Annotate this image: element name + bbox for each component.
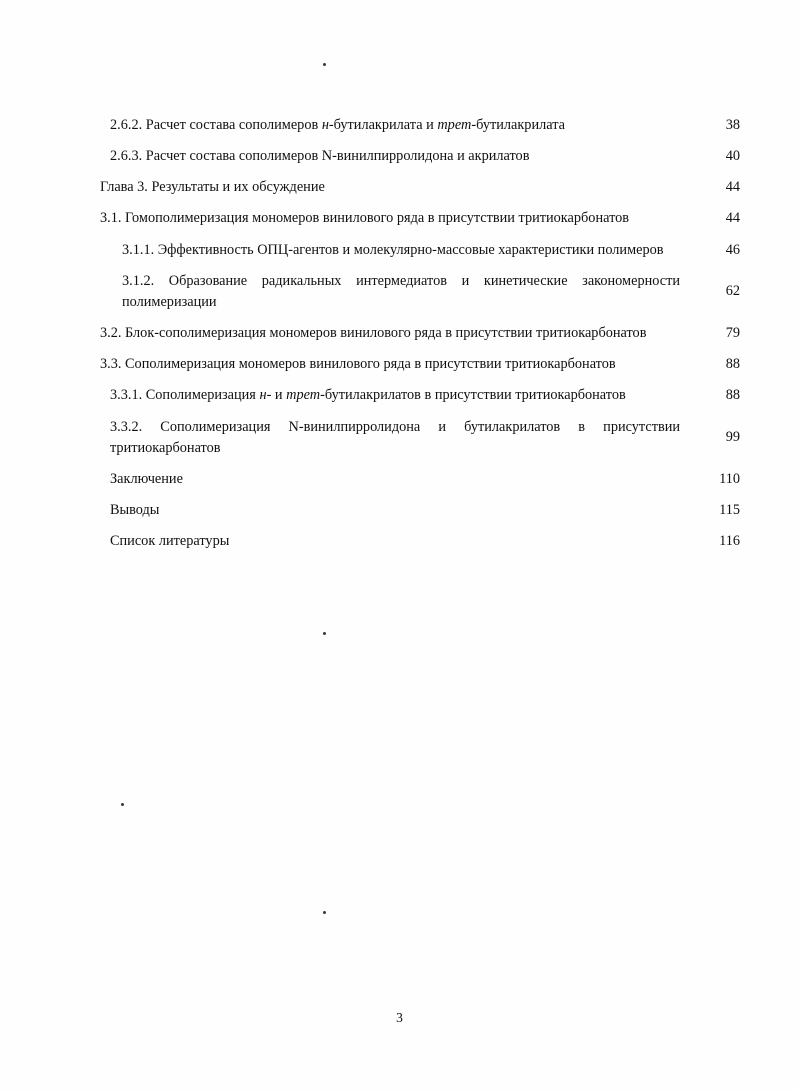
scan-artifact-dot-top — [323, 63, 326, 66]
toc-entry-page: 44 — [725, 179, 740, 196]
toc-entry-title: Заключение — [110, 470, 183, 487]
toc-entry-title: Список литературы — [110, 533, 230, 550]
toc-entry[interactable] — [100, 115, 740, 136]
toc-entry-page: 38 — [725, 117, 740, 133]
table-of-contents — [100, 115, 740, 562]
toc-entry-page: 88 — [725, 356, 740, 373]
toc-entry[interactable] — [100, 177, 740, 198]
toc-entry-page: 88 — [725, 387, 740, 404]
toc-entry[interactable] — [100, 354, 740, 375]
toc-entry-page: 44 — [725, 210, 740, 227]
toc-entry-page: 46 — [725, 241, 740, 258]
toc-entry-page: 110 — [719, 470, 740, 487]
scan-artifact-dot-bottom — [323, 911, 326, 914]
scan-artifact-dot-lower — [121, 803, 124, 806]
toc-entry[interactable] — [100, 385, 740, 406]
toc-entry-title: 3.3.2. Сополимеризация N-винилпирролидона и бутилакрилатов в присутствии тритиокарбонатов — [110, 418, 680, 456]
toc-entry-page: 115 — [719, 502, 740, 519]
toc-entry-page: 79 — [725, 325, 740, 342]
toc-entry-title: 3.3. Сополимеризация мономеров винилового ряда в присутствии тритиокарбонатов — [100, 356, 616, 373]
toc-entry-title: Выводы — [110, 502, 160, 519]
toc-entry[interactable] — [100, 271, 740, 313]
toc-entry-title: 2.6.3. Расчет состава сополимеров N-винилпирролидона и акрилатов — [110, 148, 530, 165]
scan-artifact-dot-middle — [323, 632, 326, 635]
page-number: 3 — [396, 1010, 403, 1025]
toc-entry[interactable] — [100, 417, 740, 459]
toc-entry[interactable] — [100, 469, 740, 490]
toc-entry-page: 62 — [725, 283, 740, 300]
toc-entry-title: 3.3.1. Сополимеризация н- и трет-бутилакрилатов в присутствии тритиокарбонатов — [110, 387, 626, 404]
toc-entry-title: 2.6.2. Расчет состава сополимеров н-бутилакрилата и трет-бутилакрилата — [110, 117, 565, 133]
toc-entry[interactable] — [100, 240, 740, 261]
toc-entry-page: 116 — [719, 533, 740, 550]
toc-entry[interactable] — [100, 531, 740, 552]
toc-entry-title: 3.2. Блок-сополимеризация мономеров винилового ряда в присутствии тритиокарбонатов — [100, 325, 647, 342]
toc-entry-page: 40 — [725, 148, 740, 165]
toc-entry-page: 99 — [725, 429, 740, 446]
toc-entry-title: 3.1. Гомополимеризация мономеров винилового ряда в присутствии тритиокарбонатов — [100, 210, 630, 227]
toc-entry[interactable] — [100, 500, 740, 521]
toc-entry-title: Глава 3. Результаты и их обсуждение — [100, 179, 325, 196]
toc-entry[interactable] — [100, 146, 740, 167]
toc-entry-title: 3.1.2. Образование радикальных интермедиатов и кинетические закономерности полимеризации — [122, 272, 680, 310]
toc-entry[interactable] — [100, 208, 740, 229]
toc-entry[interactable] — [100, 323, 740, 344]
toc-entry-title: 3.1.1. Эффективность ОПЦ-агентов и молекулярно-массовые характеристики полимеров — [122, 241, 664, 258]
